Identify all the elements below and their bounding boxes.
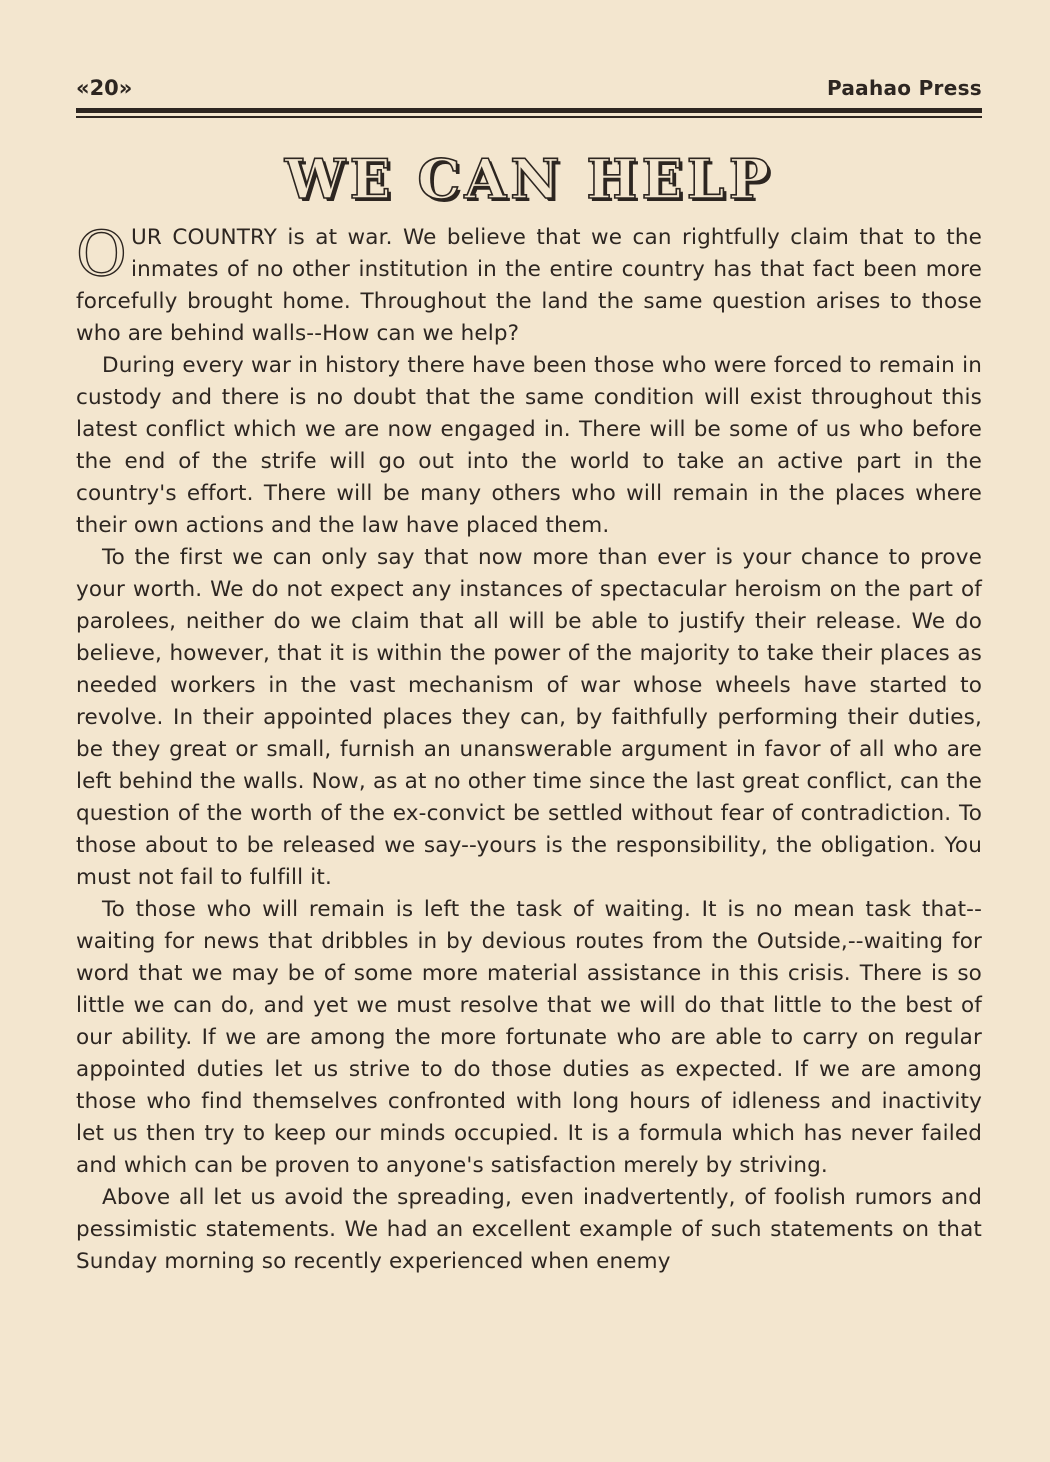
header-rule-thin bbox=[76, 116, 982, 118]
page-number: «20» bbox=[76, 76, 133, 100]
paragraph: During every war in history there have been those who were forced to remain in custody and there is no doubt that the same condition will exist throughout this latest conflict which we are now engaged in. There will be some of us who before the end of the strife will go out into the world to take an active part in the country's effort. There will be many others who will remain in the places where their own actions and the law have placed them. bbox=[76, 353, 982, 538]
paragraph: To the first we can only say that now more than ever is your chance to prove your worth. We do not expect any instances of spectacular heroism on the part of parolees, neither do we claim that all will be able to justify their release. We do believe, however, that it is within the power of the majority to take their places as needed workers in the vast mechanism of war whose wheels have started to revolve. In their appointed places they can, by faithfully performing their duties, be they great or small, furnish an unanswerable argument in favor of all who are left behind the walls. Now, as at no other time since the last great conflict, can the question of the worth of the ex-convict be settled without fear of contradiction. To those about to be released we say--yours is the responsibility, the obligation. You must not fail to fulfill it. bbox=[76, 545, 982, 890]
paragraph: Above all let us avoid the spreading, even inadvertently, of foolish rumors and pessimistic statements. We had an excellent example of such statements on that Sunday morning so recently experienced when enemy bbox=[76, 1185, 982, 1274]
header-rule-thick bbox=[76, 108, 982, 113]
paragraph bbox=[76, 217, 982, 350]
article-title: WE CAN HELP bbox=[284, 147, 774, 211]
paragraph-text: UR COUNTRY is at war. We believe that we can rightfully claim that to the inmates of no other institution in the entire country has that fact been more forcefully brought home. Throughout the land the same question arises to those who are behind walls--How can we help? bbox=[76, 225, 982, 346]
drop-cap: O bbox=[76, 217, 127, 290]
article-body bbox=[76, 217, 982, 1278]
document-page bbox=[76, 76, 982, 1278]
paragraph: To those who will remain is left the task of waiting. It is no mean task that--waiting for news that dribbles in by devious routes from the Outside,--waiting for word that we may be of some more material assistance in this crisis. There is so little we can do, and yet we must resolve that we will do that little to the best of our ability. If we are among the more fortunate who are able to carry on regular appointed duties let us strive to do those duties as expected. If we are among those who find themselves confronted with long hours of idleness and inactivity let us then try to keep our minds occupied. It is a formula which has never failed and which can be proven to anyone's satisfaction merely by striving. bbox=[76, 897, 982, 1178]
publication-name: Paahao Press bbox=[826, 76, 982, 100]
page-header bbox=[76, 76, 982, 106]
